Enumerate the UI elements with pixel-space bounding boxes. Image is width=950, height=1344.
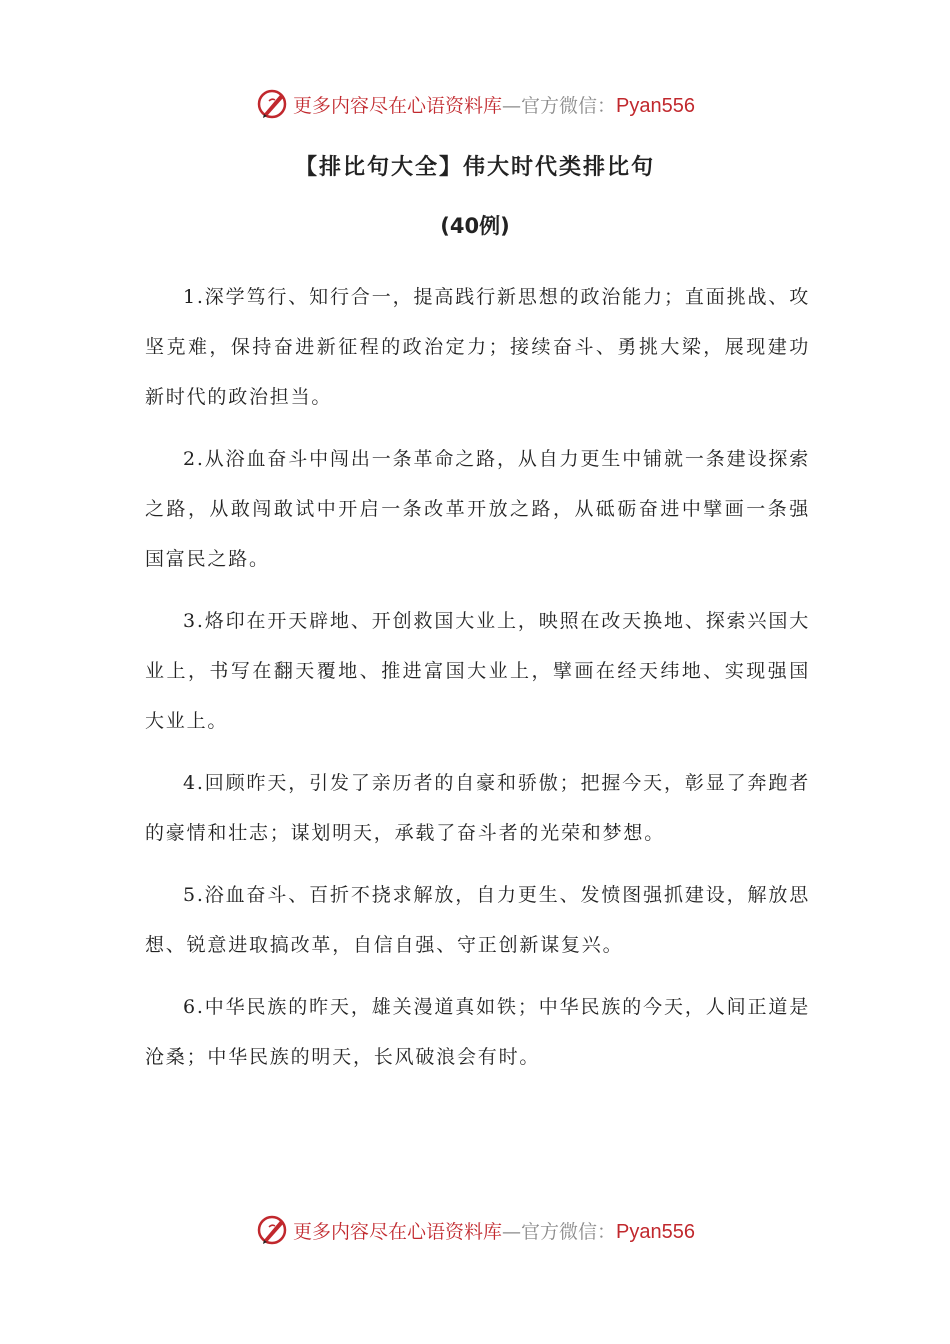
page-subtitle: (40例): [440, 214, 510, 238]
header-banner: [0, 84, 950, 124]
page-title: 【排比句大全】伟大时代类排比句: [294, 155, 655, 180]
banner-text: [293, 91, 695, 118]
paragraph-6: 6.中华民族的昨天，雄关漫道真如铁；中华民族的今天，人间正道是沧桑；中华民族的明天，长风破浪会有时。: [145, 996, 810, 1068]
paragraph-2: 2.从浴血奋斗中闯出一条革命之路，从自力更生中铺就一条建设探索之路，从敢闯敢试中开启一条改革开放之路，从砥砺奋进中擘画一条强国富民之路。: [145, 448, 810, 570]
paragraph-3: 3.烙印在开天辟地、开创救国大业上，映照在改天换地、探索兴国大业上，书写在翻天覆地、推进富国大业上，擘画在经天纬地、实现强国大业上。: [145, 610, 810, 732]
banner-text: [293, 1217, 695, 1244]
paragraph-4: 4.回顾昨天，引发了亲历者的自豪和骄傲；把握今天，彰显了奔跑者的豪情和壮志；谋划明天，承载了奋斗者的光荣和梦想。: [145, 772, 810, 844]
banner-wechat-label: —官方微信：: [502, 94, 617, 117]
document-body: [145, 272, 810, 1094]
paragraph-1: 1.深学笃行、知行合一，提高践行新思想的政治能力；直面挑战、攻坚克难，保持奋进新征程的政治定力；接续奋斗、勇挑大梁，展现建功新时代的政治担当。: [145, 286, 810, 408]
pen-logo-icon: [255, 87, 289, 121]
pen-logo-icon: [255, 1213, 289, 1247]
footer-banner: [0, 1210, 950, 1250]
banner-wechat-id: Pyan556: [616, 94, 695, 117]
banner-wechat-label: —官方微信：: [502, 1220, 617, 1243]
paragraph-5: 5.浴血奋斗、百折不挠求解放，自力更生、发愤图强抓建设，解放思想、锐意进取搞改革，自信自强、守正创新谋复兴。: [145, 884, 810, 956]
banner-site-name: 更多内容尽在心语资料库: [293, 1220, 503, 1243]
banner-site-name: 更多内容尽在心语资料库: [293, 94, 503, 117]
banner-wechat-id: Pyan556: [616, 1220, 695, 1243]
